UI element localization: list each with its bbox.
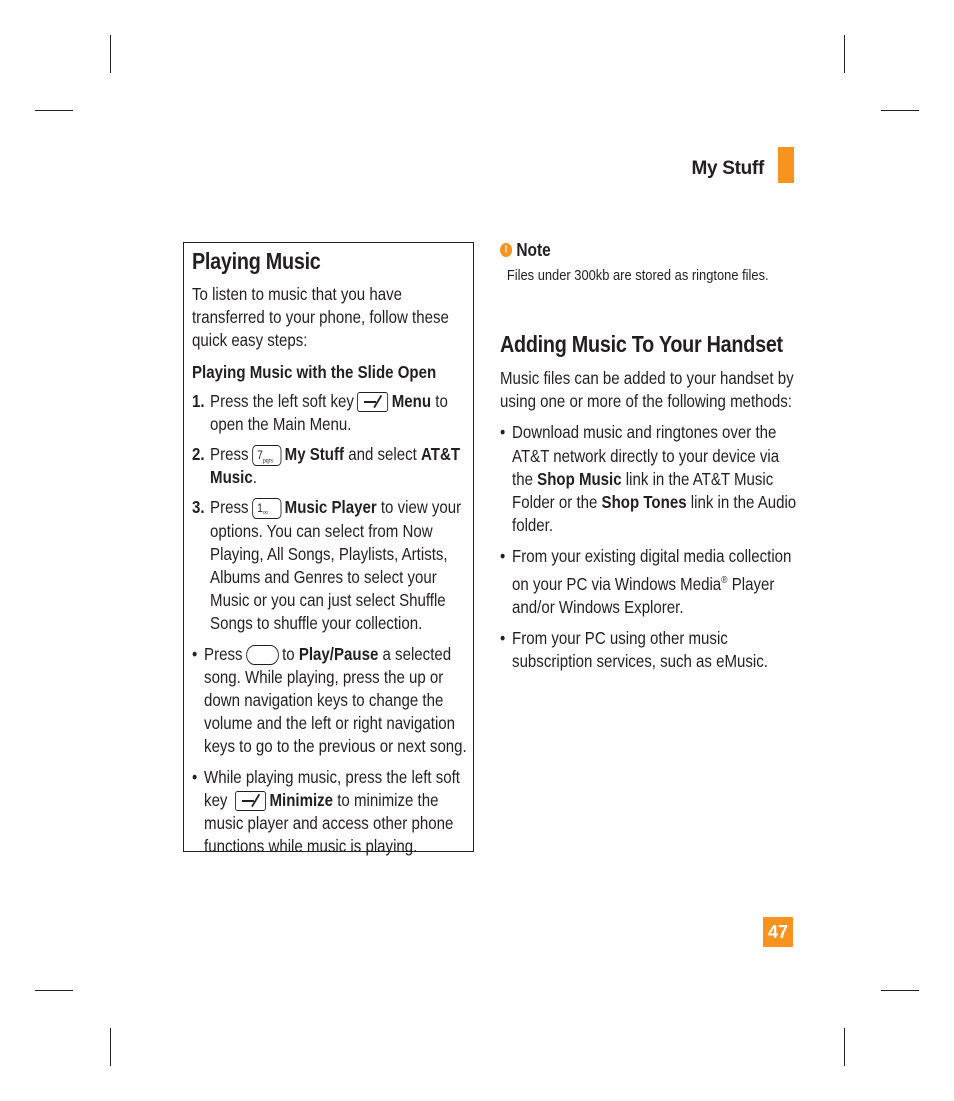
- page-number: 47: [763, 917, 793, 947]
- crop-mark: [35, 110, 73, 111]
- steps-list: [192, 390, 469, 636]
- bullet-pc-collection: • From your existing digital media collection on your PC via Windows Media® Player and/or Windows Explorer.: [500, 545, 800, 618]
- adding-music-intro: Music files can be added to your handset by using one or more of the following methods:: [500, 368, 794, 412]
- crop-mark: [110, 1028, 111, 1066]
- section-tab: [778, 147, 794, 183]
- right-column: [500, 239, 800, 680]
- box-title: Playing Music: [192, 248, 321, 274]
- left-soft-key-icon: [235, 791, 266, 811]
- exclamation-icon: !: [500, 243, 512, 257]
- step-1: 1. Press the left soft key Menu to open the Main Menu.: [192, 390, 448, 434]
- crop-mark: [844, 35, 845, 73]
- note-text: Files under 300kb are stored as ringtone files.: [506, 267, 769, 284]
- crop-mark: [35, 990, 73, 991]
- bullet-download: • Download music and ringtones over the AT&T network directly to your device via the Shop Music link in the AT&T Music Folder or the Shop Tones link in the Audio folder.: [500, 421, 800, 537]
- section-title: My Stuff: [691, 158, 764, 179]
- crop-mark: [844, 1028, 845, 1066]
- key-1-icon: $1_{ᴼᴼ}$: [252, 498, 281, 519]
- center-key-icon: [246, 645, 279, 665]
- crop-mark: [110, 35, 111, 73]
- note-heading: ! Note: [500, 239, 800, 261]
- box-intro: To listen to music that you have transferred to your phone, follow these quick easy steps:: [192, 284, 449, 351]
- adding-music-title: Adding Music To Your Handset: [500, 331, 783, 357]
- bullet-subscription: • From your PC using other music subscription services, such as eMusic.: [500, 627, 800, 673]
- crop-mark: [881, 110, 919, 111]
- playing-music-box: [183, 242, 474, 857]
- bullet-play-pause: • Press to Play/Pause a selected song. While playing, press the up or down navigation keys to change the volume and the left or right navigation keys to go to the previous or next song.: [192, 643, 469, 759]
- bullet-minimize: • While playing music, press the left soft key Minimize to minimize the music player and access other phone functions while music is playing.: [192, 766, 469, 859]
- box-subhead: Playing Music with the Slide Open: [192, 361, 437, 382]
- left-soft-key-icon: [357, 392, 388, 412]
- key-7-icon: $7_{pqrs}$: [252, 445, 281, 466]
- crop-mark: [881, 990, 919, 991]
- step-3: 3. Press $1_{ᴼᴼ}$ Music Player to view your options. You can select from Now Playing, All Songs, Playlists, Artists, Albums and Genres to select your Music or you can just select Shuffle Songs to shuffle your collection.: [192, 497, 462, 634]
- step-2: 2. Press $7_{pqrs}$ My Stuff and select AT&T Music.: [192, 444, 461, 488]
